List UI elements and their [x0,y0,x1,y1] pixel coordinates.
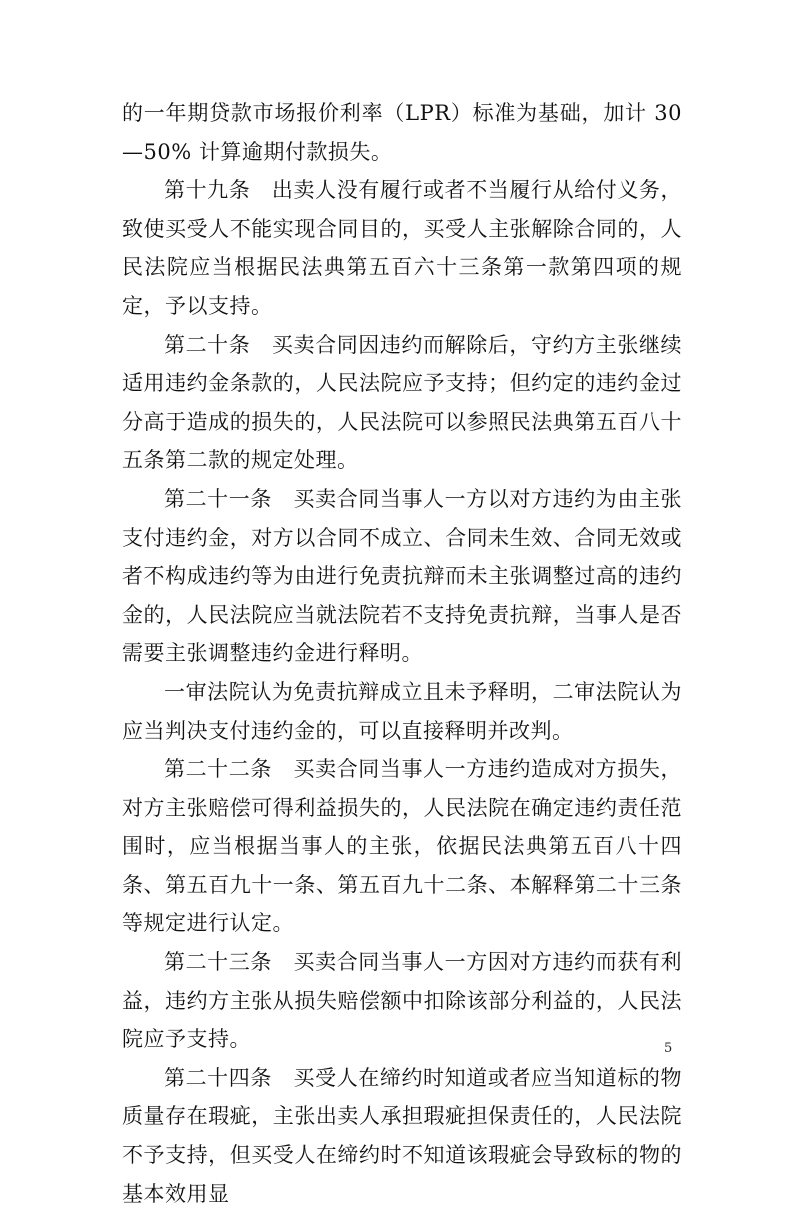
page-number: 5 [664,1041,673,1056]
paragraph-article-19: 第十九条 出卖人没有履行或者不当履行从给付义务，致使买受人不能实现合同目的，买受人主张解除合同的，人民法院应当根据民法典第五百六十三条第一款第四项的规定，予以支持。 [122,178,682,318]
paragraph-continuation: 的一年期贷款市场报价利率（LPR）标准为基础，加计 30—50% 计算逾期付款损失。 [122,101,682,164]
paragraph-article-22: 第二十二条 买卖合同当事人一方违约造成对方损失，对方主张赔偿可得利益损失的，人民法院在确定违约责任范围时，应当根据当事人的主张，依据民法典第五百八十四条、第五百九十一条、第五百九十二条、本解释第二十三条等规定进行认定。 [122,757,682,936]
body-text [122,94,682,1213]
paragraph-article-21-second: 一审法院认为免责抗辩成立且未予释明，二审法院认为应当判决支付违约金的，可以直接释明并改判。 [122,679,682,743]
paragraph-article-24: 第二十四条 买受人在缔约时知道或者应当知道标的物质量存在瑕疵，主张出卖人承担瑕疵担保责任的，人民法院不予支持，但买受人在缔约时不知道该瑕疵会导致标的物的基本效用显 [122,1065,682,1206]
paragraph-article-23: 第二十三条 买卖合同当事人一方因对方违约而获有利益，违约方主张从损失赔偿额中扣除该部分利益的，人民法院应予支持。 [122,950,682,1052]
paragraph-article-20: 第二十条 买卖合同因违约而解除后，守约方主张继续适用违约金条款的，人民法院应予支持；但约定的违约金过分高于造成的损失的，人民法院可以参照民法典第五百八十五条第二款的规定处理。 [122,332,682,473]
paragraph-article-21: 第二十一条 买卖合同当事人一方以对方违约为由主张支付违约金，对方以合同不成立、合同未生效、合同无效或者不构成违约等为由进行免责抗辩而未主张调整过高的违约金的，人民法院应当就法院若不支持免责抗辩，当事人是否需要主张调整违约金进行释明。 [122,486,682,666]
